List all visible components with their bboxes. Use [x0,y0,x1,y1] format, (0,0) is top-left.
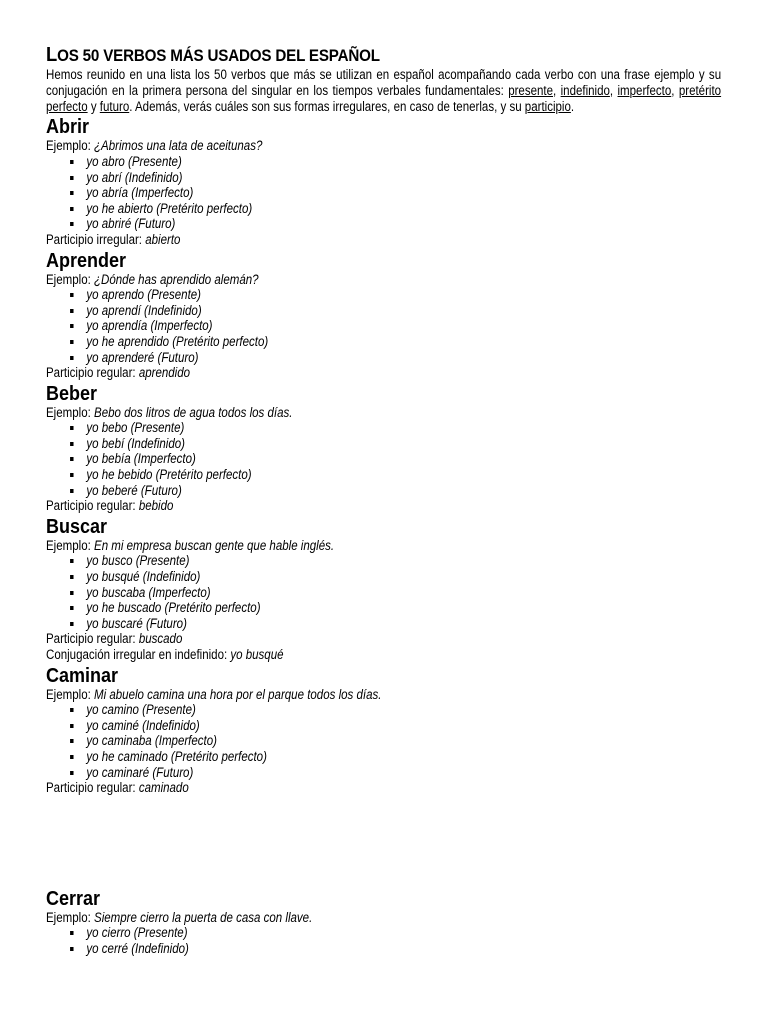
participle-label: Participio regular: [46,780,139,796]
verb-section [46,888,721,957]
conjugation-item [46,941,627,957]
conjugation-item [46,467,627,483]
verb-heading: Cerrar [46,887,101,910]
square-bullet-icon [70,739,73,743]
conjugation-text: yo caminé (Indefinido) [86,717,200,733]
conjugation-list [46,154,721,232]
example-text: Bebo dos litros de agua todos los días. [94,404,293,420]
conjugation-text: yo he bebido (Pretérito perfecto) [86,467,252,483]
verb-section [46,665,721,796]
example-label: Ejemplo: [46,138,95,154]
conjugation-item [46,334,627,350]
verb-heading: Buscar [46,515,108,538]
link-imperfecto[interactable]: imperfecto [617,82,672,98]
conjugation-text: yo caminaré (Futuro) [86,764,194,780]
participle-line [46,365,627,381]
conjugation-text: yo busco (Presente) [86,553,190,569]
intro-text: Hemos reunido en una lista los 50 verbos que más se utilizan en español acompañando cada verbo con una frase ejemplo y su conjugación en la primera persona del singular en los tiempos verbales fundamentales: [46,67,722,98]
conjugation-text: yo abriré (Futuro) [86,216,176,232]
conjugation-text: yo aprendí (Indefinido) [86,302,202,318]
intro-text: . Además, verás cuáles son sus formas irregulares, en caso de tenerlas, y su [129,98,525,114]
example-label: Ejemplo: [46,686,95,702]
conjugation-text: yo busqué (Indefinido) [86,569,201,585]
irregular-line [46,647,627,663]
conjugation-item [46,436,627,452]
link-presente[interactable]: presente [508,82,554,98]
square-bullet-icon [70,191,73,195]
example-label: Ejemplo: [46,404,95,420]
document-page [46,44,721,957]
conjugation-text: yo cerré (Indefinido) [86,940,189,956]
square-bullet-icon [70,559,73,563]
square-bullet-icon [70,207,73,211]
example-text: ¿Abrimos una lata de aceitunas? [94,138,263,154]
conjugation-list [46,287,721,365]
intro-wrapper [46,67,722,114]
square-bullet-icon [70,176,73,180]
irregular-value: yo busqué [230,647,284,663]
conjugation-list [46,420,721,498]
conjugation-item [46,318,627,334]
conjugation-text: yo he caminado (Pretérito perfecto) [86,748,267,764]
intro-sep: , [553,82,561,98]
conjugation-text: yo bebo (Presente) [86,420,185,436]
participle-line [46,631,627,647]
intro-sep: y [87,98,100,114]
title-initial: L [46,44,58,66]
conjugation-item [46,483,627,499]
conjugation-list [46,925,721,956]
participle-label: Participio irregular: [46,231,146,247]
square-bullet-icon [70,489,73,493]
conjugation-text: yo abro (Presente) [86,153,182,169]
example-label: Ejemplo: [46,271,95,287]
participle-value: caminado [138,780,189,796]
conjugation-item [46,420,627,436]
conjugation-text: yo cierro (Presente) [86,925,188,941]
participle-value: bebido [138,498,174,514]
irregular-label: Conjugación irregular en indefinido: [46,647,231,663]
square-bullet-icon [70,222,73,226]
verb-list [46,116,721,795]
square-bullet-icon [70,160,73,164]
verb-heading: Aprender [46,249,127,272]
conjugation-item [46,350,627,366]
conjugation-text: yo bebí (Indefinido) [86,435,186,451]
square-bullet-icon [70,442,73,446]
square-bullet-icon [70,473,73,477]
participle-value: aprendido [138,365,191,381]
square-bullet-icon [70,293,73,297]
example-line [46,910,627,926]
conjugation-item [46,600,627,616]
participle-line [46,232,627,248]
conjugation-text: yo he buscado (Pretérito perfecto) [86,600,261,616]
conjugation-item [46,170,627,186]
verb-heading: Abrir [46,116,90,139]
square-bullet-icon [70,575,73,579]
square-bullet-icon [70,931,73,935]
example-label: Ejemplo: [46,537,95,553]
intro-paragraph [46,67,721,114]
conjugation-text: yo caminaba (Imperfecto) [86,733,217,749]
square-bullet-icon [70,426,73,430]
participle-label: Participio regular: [46,631,139,647]
conjugation-text: yo aprenderé (Futuro) [86,349,199,365]
conjugation-list [46,553,721,631]
participle-label: Participio regular: [46,365,139,381]
conjugation-item [46,702,627,718]
conjugation-text: yo abrí (Indefinido) [86,169,183,185]
conjugation-text: yo camino (Presente) [86,702,196,718]
example-text: ¿Dónde has aprendido alemán? [94,271,259,287]
example-line [46,687,627,703]
square-bullet-icon [70,771,73,775]
conjugation-item [46,553,627,569]
conjugation-item [46,765,627,781]
conjugation-text: yo he abierto (Pretérito perfecto) [86,200,253,216]
example-text: Siempre cierro la puerta de casa con llave. [94,909,313,925]
conjugation-text: yo buscaba (Imperfecto) [86,584,211,600]
participle-line [46,498,627,514]
conjugation-text: yo abría (Imperfecto) [86,185,194,201]
link-indefinido[interactable]: indefinido [560,82,610,98]
conjugation-item [46,569,627,585]
square-bullet-icon [70,309,73,313]
conjugation-text: yo he aprendido (Pretérito perfecto) [86,333,269,349]
intro-text: . [570,98,575,114]
page-title [46,44,667,67]
page-gap [46,796,721,886]
conjugation-item [46,451,627,467]
square-bullet-icon [70,622,73,626]
square-bullet-icon [70,606,73,610]
square-bullet-icon [70,324,73,328]
conjugation-text: yo buscaré (Futuro) [86,615,187,631]
intro-sep: , [609,82,618,98]
verb-section [46,250,721,381]
intro-sep: , [671,82,679,98]
example-line [46,405,627,421]
square-bullet-icon [70,340,73,344]
conjugation-item [46,303,627,319]
example-line [46,272,627,288]
example-line [46,538,627,554]
example-label: Ejemplo: [46,909,95,925]
verb-heading: Caminar [46,664,119,687]
square-bullet-icon [70,591,73,595]
title-rest: VERBOS MÁS USADOS DEL ESPAÑOL [99,47,380,65]
square-bullet-icon [70,755,73,759]
square-bullet-icon [70,708,73,712]
square-bullet-icon [70,724,73,728]
conjugation-item [46,585,627,601]
conjugation-text: yo bebía (Imperfecto) [86,451,196,467]
conjugation-item [46,616,627,632]
verb-section [46,516,721,663]
conjugation-text: yo aprendía (Imperfecto) [86,318,213,334]
conjugation-item [46,287,627,303]
participle-value: buscado [138,631,183,647]
square-bullet-icon [70,457,73,461]
example-text: Mi abuelo camina una hora por el parque todos los días. [94,686,382,702]
conjugation-list [46,702,721,780]
conjugation-item [46,749,627,765]
conjugation-item [46,718,627,734]
conjugation-item [46,925,627,941]
participle-value: abierto [145,231,181,247]
conjugation-text: yo aprendo (Presente) [86,287,202,303]
verb-heading: Beber [46,382,98,405]
conjugation-item [46,201,627,217]
conjugation-item [46,733,627,749]
conjugation-item [46,216,627,232]
verb-section [46,383,721,514]
participle-label: Participio regular: [46,498,139,514]
verb-section [46,116,721,247]
title-number: OS 50 [57,47,100,65]
conjugation-item [46,185,627,201]
participle-line [46,780,627,796]
conjugation-text: yo beberé (Futuro) [86,482,182,498]
conjugation-item [46,154,627,170]
square-bullet-icon [70,947,73,951]
example-line [46,138,627,154]
link-participio[interactable]: participio [524,98,571,114]
link-futuro[interactable]: futuro [99,98,130,114]
square-bullet-icon [70,356,73,360]
link-preterito-perfecto[interactable]: pretérito perfecto [46,82,722,114]
example-text: En mi empresa buscan gente que hable inglés. [94,537,335,553]
